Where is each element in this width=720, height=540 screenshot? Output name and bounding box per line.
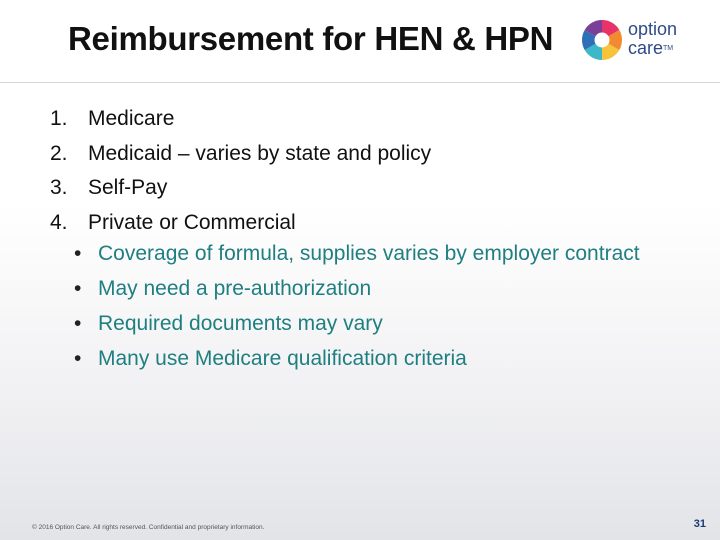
list-item-text: Private or Commercial — [88, 210, 296, 234]
logo-wordmark — [628, 20, 698, 58]
sub-bullet-item — [74, 236, 640, 271]
copyright-footer: © 2016 Option Care. All rights reserved. Confidential and proprietary information. — [32, 524, 265, 531]
flower-swirl-logo-icon — [580, 18, 624, 62]
bullet-icon: • — [74, 277, 82, 300]
slide-title: Reimbursement for HEN & HPN — [68, 20, 554, 57]
numbered-list — [50, 102, 431, 240]
sub-bullet-text: Coverage of formula, supplies varies by employer contract — [98, 242, 640, 265]
logo-line-2: care — [628, 38, 664, 58]
list-item-text: Self-Pay — [88, 176, 168, 199]
sub-bullet-item — [74, 341, 640, 376]
list-item — [50, 137, 431, 172]
list-item — [50, 102, 431, 137]
bullet-icon: • — [74, 312, 82, 335]
sub-bullet-text: Many use Medicare qualification criteria — [98, 347, 467, 370]
sub-bullet-item — [74, 271, 640, 306]
sub-bullet-text: Required documents may vary — [98, 312, 383, 335]
sub-bullet-item — [74, 306, 640, 341]
header-divider — [0, 82, 720, 83]
list-item-number: 3. — [50, 176, 68, 199]
list-item-text: Medicaid – varies by state and policy — [88, 141, 432, 165]
list-item-number: 1. — [50, 107, 68, 130]
logo-trademark: TM — [663, 45, 674, 52]
list-item-number: 2. — [50, 141, 68, 165]
option-care-logo — [580, 16, 700, 68]
logo-line-1: option — [628, 19, 678, 39]
sub-bullet-list — [74, 236, 640, 376]
sub-bullet-text: May need a pre-authorization — [98, 277, 372, 300]
list-item-number: 4. — [50, 210, 68, 234]
bullet-icon: • — [74, 347, 82, 370]
bullet-icon: • — [74, 242, 82, 265]
page-number: 31 — [693, 518, 706, 530]
list-item-text: Medicare — [88, 107, 175, 130]
list-item — [50, 171, 431, 206]
list-item — [50, 206, 431, 241]
